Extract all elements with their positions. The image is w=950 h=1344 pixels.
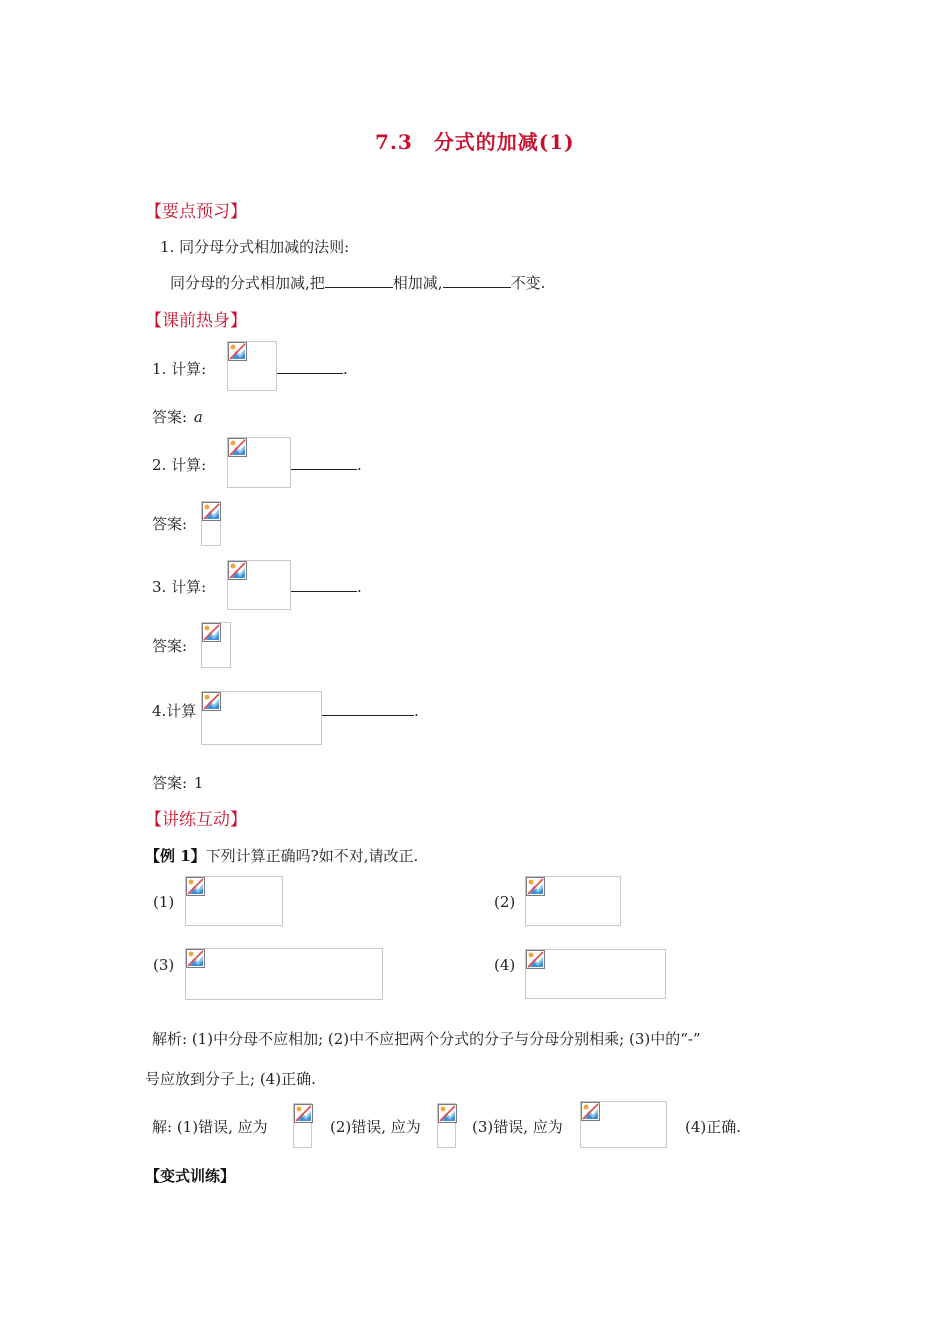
broken-image-icon: [202, 623, 221, 642]
period: .: [357, 456, 362, 474]
formula-image: [201, 622, 231, 668]
formula-image: [227, 560, 291, 610]
answer-line: [291, 454, 362, 474]
period: .: [343, 360, 348, 378]
broken-image-icon: [186, 949, 205, 968]
section-warmup: 【课前热身】: [145, 311, 247, 331]
example-1-heading: [145, 845, 418, 866]
example-label: 【例 1】: [145, 847, 206, 865]
example-part-4: (4): [494, 956, 516, 974]
formula-image: [185, 948, 383, 1000]
formula-image: [580, 1101, 667, 1148]
section-preview: 【要点预习】: [145, 202, 247, 222]
formula-image: [525, 949, 666, 999]
solution-3: (3)错误, 应为: [472, 1118, 563, 1136]
formula-image: [293, 1103, 312, 1148]
formula-image: [227, 437, 291, 488]
formula-image: [185, 876, 283, 926]
warmup-question-2: 2. 计算:: [152, 456, 207, 474]
formula-image: [437, 1103, 456, 1148]
preview-rule: [170, 272, 545, 293]
warmup-answer-3-label: 答案:: [152, 637, 188, 655]
preview-item-1: 1. 同分母分式相加减的法则:: [160, 238, 350, 256]
solution-2: (2)错误, 应为: [330, 1118, 421, 1136]
broken-image-icon: [581, 1102, 600, 1121]
fill-blank[interactable]: [443, 272, 511, 288]
answer-line: [291, 576, 362, 596]
solution-4: (4)正确.: [685, 1118, 742, 1136]
rule-text-b: 相加减,: [392, 274, 443, 292]
section-variant: 【变式训练】: [145, 1167, 236, 1185]
answer-blank[interactable]: [322, 700, 414, 716]
broken-image-icon: [294, 1104, 313, 1123]
broken-image-icon: [228, 561, 247, 580]
answer-value: a: [193, 408, 203, 426]
answer-line: [277, 358, 348, 378]
warmup-question-3: 3. 计算:: [152, 578, 207, 596]
fill-blank[interactable]: [325, 272, 393, 288]
solution-1: 解: (1)错误, 应为: [152, 1118, 268, 1136]
formula-image: [201, 501, 221, 546]
example-part-3: (3): [153, 956, 175, 974]
analysis-line-1: 解析: (1)中分母不应相加; (2)中不应把两个分式的分子与分母分别相乘; (3)中的“-”: [152, 1030, 701, 1048]
broken-image-icon: [228, 342, 247, 361]
answer-blank[interactable]: [291, 576, 357, 592]
warmup-question-1: 1. 计算:: [152, 360, 207, 378]
period: .: [357, 578, 362, 596]
broken-image-icon: [526, 877, 545, 896]
period: .: [414, 702, 419, 720]
page-title: 7.3 分式的加减(1): [375, 130, 575, 154]
answer-line: [322, 700, 419, 720]
warmup-answer-2-label: 答案:: [152, 515, 188, 533]
formula-image: [227, 341, 277, 391]
answer-blank[interactable]: [277, 358, 343, 374]
example-text: 下列计算正确吗?如不对,请改正.: [205, 847, 419, 865]
warmup-answer-1: [152, 406, 203, 427]
warmup-answer-4: [152, 772, 203, 793]
broken-image-icon: [202, 502, 221, 521]
answer-blank[interactable]: [291, 454, 357, 470]
answer-label: 答案:: [152, 774, 188, 792]
rule-text-a: 同分母的分式相加减,把: [170, 274, 325, 292]
analysis-line-2: 号应放到分子上; (4)正确.: [145, 1070, 316, 1088]
warmup-question-4: 4.计算: [152, 702, 197, 720]
section-practice: 【讲练互动】: [145, 810, 247, 830]
example-part-2: (2): [494, 893, 516, 911]
example-part-1: (1): [153, 893, 175, 911]
formula-image: [201, 691, 322, 745]
rule-text-c: 不变.: [510, 274, 546, 292]
answer-value: 1: [193, 774, 204, 792]
answer-label: 答案:: [152, 408, 188, 426]
formula-image: [525, 876, 621, 926]
broken-image-icon: [186, 877, 205, 896]
broken-image-icon: [526, 950, 545, 969]
broken-image-icon: [228, 438, 247, 457]
broken-image-icon: [438, 1104, 457, 1123]
broken-image-icon: [202, 692, 221, 711]
